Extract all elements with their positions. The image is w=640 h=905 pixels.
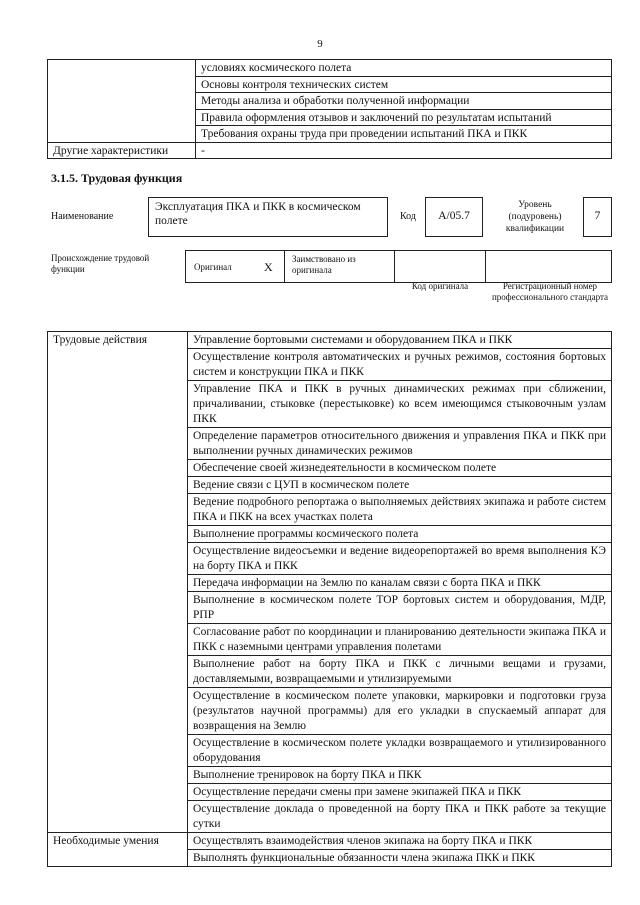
table-row: Выполнение в космическом полете ТОР бортовых систем и оборудования, МДР, РПР bbox=[188, 592, 612, 624]
table-row: Выполнение программы космического полета bbox=[188, 526, 612, 543]
borrowed-cell bbox=[284, 250, 395, 283]
table-row: условиях космического полета bbox=[196, 60, 612, 77]
table-row: Ведение связи с ЦУП в космическом полете bbox=[188, 477, 612, 494]
origin-label: Происхождение трудовой функции bbox=[51, 253, 150, 274]
code-value: А/05.7 bbox=[438, 210, 470, 222]
registration-label: Регистрационный номер профессионального стандарта bbox=[491, 281, 609, 302]
table-row: Осуществление видеосъемки и ведение видеорепортажей во время выполнения КЭ на борту ПКА и ПКК bbox=[188, 543, 612, 575]
page-number: 9 bbox=[317, 38, 323, 50]
code-original-cell bbox=[394, 250, 486, 283]
table-row: Ведение подробного репортажа о выполняемых действиях экипажа и работе систем ПКА и ПКК на всех участках полета bbox=[188, 494, 612, 526]
empty-left-cell bbox=[48, 60, 196, 143]
table-row: Выполнение работ на борту ПКА и ПКК с личными вещами и грузами, доставляемыми, возвращаемыми и утилизируемыми bbox=[188, 656, 612, 688]
table-row: Выполнять функциональные обязанности члена экипажа ПКК и ПКК bbox=[188, 850, 612, 867]
name-label: Наименование bbox=[51, 211, 114, 222]
section-title: 3.1.5. Трудовая функция bbox=[51, 171, 183, 185]
other-characteristics-label: Другие характеристики bbox=[48, 142, 196, 159]
function-name-box bbox=[148, 197, 388, 237]
table-row: Правила оформления отзывов и заключений по результатам испытаний bbox=[196, 109, 612, 126]
table-row: Осуществление в космическом полете укладки возвращаемого и утилизированного оборудования bbox=[188, 735, 612, 767]
original-cell bbox=[185, 250, 285, 283]
table-row: Управление бортовыми системами и оборудованием ПКА и ПКК bbox=[188, 332, 612, 349]
registration-cell bbox=[485, 250, 612, 283]
level-label: Уровень (подуровень) квалификации bbox=[505, 200, 565, 234]
table-row: Передача информации на Землю по каналам связи с борта ПКА и ПКК bbox=[188, 575, 612, 592]
labor-actions-label: Трудовые действия bbox=[48, 332, 188, 833]
original-mark: X bbox=[264, 260, 273, 274]
original-label: Оригинал bbox=[194, 262, 232, 272]
table-row: Управление ПКА и ПКК в ручных динамических режимах при сближении, причаливании, стыковке (перестыковке) ко всем имеющимся стыковочным узлам ПКК bbox=[188, 381, 612, 428]
table-row: Осуществление в космическом полете упаковки, маркировки и подготовки груза (результатов научной программы) для его укладки в спускаемый аппарат для возвращения на Землю bbox=[188, 688, 612, 735]
level-value: 7 bbox=[594, 210, 601, 222]
characteristics-table bbox=[47, 59, 612, 159]
table-row: Согласование работ по координации и планированию деятельности экипажа ПКА и ПКК с наземными центрами управления полетами bbox=[188, 624, 612, 656]
table-row: Обеспечение своей жизнедеятельности в космическом полете bbox=[188, 460, 612, 477]
other-characteristics-value: - bbox=[196, 142, 612, 159]
table-row: Требования охраны труда при проведении испытаний ПКА и ПКК bbox=[196, 126, 612, 143]
table-row: Основы контроля технических систем bbox=[196, 76, 612, 93]
function-name-value: Эксплуатация ПКА и ПКК в космическом полете bbox=[155, 201, 361, 227]
code-box bbox=[425, 197, 483, 237]
labor-actions-table bbox=[47, 331, 612, 867]
skills-label: Необходимые умения bbox=[48, 833, 188, 867]
table-row: Осуществление доклада о проведенной на борту ПКА и ПКК работе за текущие сутки bbox=[188, 801, 612, 833]
table-row: Определение параметров относительного движения и управления ПКА и ПКК при выполнении ручных динамических режимов bbox=[188, 428, 612, 460]
table-row: Осуществление контроля автоматических и ручных режимов, состояния бортовых систем и конструкции ПКА и ПКК bbox=[188, 349, 612, 381]
code-label: Код bbox=[400, 211, 416, 222]
level-box bbox=[583, 197, 612, 237]
table-row: Осуществление передачи смены при замене экипажей ПКА и ПКК bbox=[188, 784, 612, 801]
table-row: Методы анализа и обработки полученной информации bbox=[196, 93, 612, 110]
code-original-label: Код оригинала bbox=[411, 281, 469, 291]
table-row: Осуществлять взаимодействия членов экипажа на борту ПКА и ПКК bbox=[188, 833, 612, 850]
table-row: Выполнение тренировок на борту ПКА и ПКК bbox=[188, 767, 612, 784]
borrowed-label: Заимствовано из оригинала bbox=[292, 254, 356, 275]
